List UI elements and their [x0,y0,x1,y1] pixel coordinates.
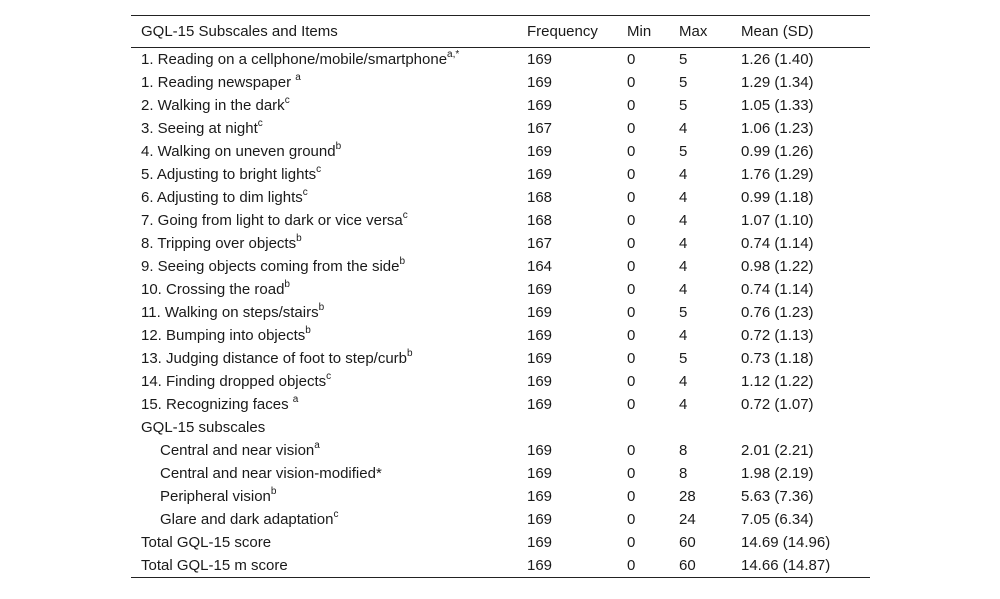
max-cell: 5 [679,304,688,321]
table-row [131,117,870,140]
table-row [131,554,870,578]
min-cell: 0 [627,327,636,344]
footnote-marker: a [295,72,301,83]
frequency-cell: 169 [527,488,553,505]
max-cell: 5 [679,97,688,114]
footnote-marker: a [314,440,320,451]
footnote-marker: b [284,279,290,290]
table-row [131,531,870,554]
frequency-cell: 167 [527,235,553,252]
row-label: 9. Seeing objects coming from the side [141,258,400,275]
row-label-cell [131,209,527,232]
row-label: 10. Crossing the road [141,281,285,298]
mean-sd-cell: 0.72 (1.13) [741,327,814,344]
min-cell: 0 [627,304,636,321]
row-label: 1. Reading on a cellphone/mobile/smartphone [141,51,448,68]
row-label: 15. Recognizing faces [141,396,293,413]
mean-sd-cell: 0.72 (1.07) [741,396,814,413]
footnote-marker: a,* [447,49,460,60]
mean-sd-cell: 1.06 (1.23) [741,120,814,137]
max-cell: 5 [679,74,688,91]
table-body [131,48,870,578]
table-row [131,508,870,531]
mean-sd-cell: 1.05 (1.33) [741,97,814,114]
min-cell: 0 [627,166,636,183]
frequency-cell: 169 [527,465,553,482]
row-label-cell [131,439,527,462]
max-cell: 4 [679,373,688,390]
min-cell: 0 [627,511,636,528]
footnote-marker: b [399,256,406,267]
mean-sd-cell: 0.98 (1.22) [741,258,814,275]
max-cell: 4 [679,166,688,183]
frequency-cell: 168 [527,212,553,229]
min-cell: 0 [627,74,636,91]
min-cell: 0 [627,554,679,578]
max-cell: 4 [679,189,688,206]
row-label-cell [131,278,527,301]
max-cell: 4 [679,120,688,137]
row-label-cell [131,370,527,393]
mean-sd-cell: 0.99 (1.18) [741,189,814,206]
row-label: 1. Reading newspaper [141,74,296,91]
row-label: 8. Tripping over objects [141,235,297,252]
row-label: Central and near vision-modified* [160,465,382,482]
footnote-marker: b [318,302,325,313]
max-cell: 4 [679,396,688,413]
table-row [131,232,870,255]
max-cell: 5 [679,143,688,160]
footnote-marker: c [316,164,322,175]
max-cell: 60 [679,554,741,578]
row-label-cell [131,393,527,416]
row-label-cell [131,531,527,554]
table-row [131,255,870,278]
footnote-marker: c [333,509,339,520]
frequency-cell: 164 [527,258,553,275]
header-mean-sd: Mean (SD) [741,16,870,48]
table-row [131,140,870,163]
mean-sd-cell: 0.74 (1.14) [741,281,814,298]
frequency-cell: 169 [527,554,627,578]
mean-sd-cell: 1.29 (1.34) [741,74,814,91]
row-label-cell [131,255,527,278]
min-cell: 0 [627,51,636,68]
row-label: 14. Finding dropped objects [141,373,327,390]
min-cell: 0 [627,189,636,206]
table-row [131,439,870,462]
row-label: Peripheral vision [160,488,271,505]
mean-sd-cell: 1.07 (1.10) [741,212,814,229]
row-label: 13. Judging distance of foot to step/curb [141,350,408,367]
frequency-cell: 169 [527,51,553,68]
row-label: Central and near vision [160,442,315,459]
row-label-cell [131,140,527,163]
row-label-cell [131,347,527,370]
table-row [131,48,870,72]
mean-sd-cell: 5.63 (7.36) [741,488,814,505]
table-row [131,94,870,117]
table-row [131,278,870,301]
table-row [131,416,870,439]
row-label-cell [131,163,527,186]
footnote-marker: b [335,141,342,152]
row-label-cell [131,485,527,508]
table-row [131,301,870,324]
table-row [131,163,870,186]
row-label-cell [131,94,527,117]
frequency-cell: 169 [527,373,553,390]
table-row [131,209,870,232]
header-subscales-items: GQL-15 Subscales and Items [131,16,527,48]
min-cell: 0 [627,442,636,459]
frequency-cell: 169 [527,74,553,91]
row-label-cell [131,301,527,324]
frequency-cell: 169 [527,281,553,298]
max-cell: 8 [679,442,688,459]
min-cell: 0 [627,97,636,114]
min-cell [627,416,679,439]
row-label: GQL-15 subscales [141,419,266,436]
table-row [131,186,870,209]
footnote-marker: b [296,233,302,244]
mean-sd-cell: 14.66 (14.87) [741,554,870,578]
frequency-cell: 169 [527,143,553,160]
min-cell: 0 [627,143,636,160]
mean-sd-cell: 1.98 (2.19) [741,465,814,482]
row-label: 11. Walking on steps/stairs [141,304,319,321]
mean-sd-cell: 0.99 (1.26) [741,143,814,160]
frequency-cell: 168 [527,189,553,206]
min-cell: 0 [627,281,636,298]
max-cell: 5 [679,51,688,68]
header-max: Max [679,16,741,48]
footnote-marker: c [284,95,290,106]
mean-sd-cell: 2.01 (2.21) [741,442,814,459]
table-row [131,370,870,393]
frequency-cell: 169 [527,304,553,321]
row-label: 2. Walking in the dark [141,97,285,114]
footnote-marker: c [302,187,308,198]
min-cell: 0 [627,120,636,137]
row-label-cell [131,71,527,94]
table-row [131,324,870,347]
header-row [131,16,870,48]
row-label: 12. Bumping into objects [141,327,306,344]
max-cell: 8 [679,465,688,482]
row-label: 7. Going from light to dark or vice versa [141,212,403,229]
mean-sd-cell: 1.26 (1.40) [741,51,814,68]
mean-sd-cell: 7.05 (6.34) [741,511,814,528]
min-cell: 0 [627,373,636,390]
max-cell: 5 [679,350,688,367]
frequency-cell: 169 [527,97,553,114]
gql15-table [131,15,870,578]
row-label-cell [131,554,527,578]
frequency-cell: 169 [527,534,553,551]
min-cell: 0 [627,488,636,505]
frequency-cell: 169 [527,511,553,528]
mean-sd-cell: 0.76 (1.23) [741,304,814,321]
max-cell: 28 [679,488,696,505]
frequency-cell: 169 [527,166,553,183]
min-cell: 0 [627,465,636,482]
footnote-marker: b [270,486,277,497]
row-label: Total GQL-15 m score [141,557,288,574]
table-row [131,462,870,485]
row-label-cell [131,48,527,72]
row-label: 3. Seeing at night [141,120,258,137]
max-cell: 4 [679,235,688,252]
mean-sd-cell: 14.69 (14.96) [741,534,831,551]
row-label-cell [131,416,527,439]
table-row [131,485,870,508]
row-label: Glare and dark adaptation [160,511,334,528]
max-cell: 4 [679,327,688,344]
min-cell: 0 [627,350,636,367]
mean-sd-cell: 0.74 (1.14) [741,235,814,252]
mean-sd-cell: 1.76 (1.29) [741,166,814,183]
min-cell: 0 [627,534,636,551]
row-label-cell [131,508,527,531]
row-label-cell [131,324,527,347]
frequency-cell: 169 [527,327,553,344]
max-cell [679,416,741,439]
footnote-marker: b [407,348,413,359]
min-cell: 0 [627,258,636,275]
row-label-cell [131,186,527,209]
row-label-cell [131,462,527,485]
footnote-marker: c [402,210,408,221]
frequency-cell: 169 [527,442,553,459]
max-cell: 60 [679,534,696,551]
mean-sd-cell [741,416,870,439]
min-cell: 0 [627,212,636,229]
mean-sd-cell: 0.73 (1.18) [741,350,814,367]
row-label: 5. Adjusting to bright lights [141,166,317,183]
table-row [131,393,870,416]
row-label: Total GQL-15 score [141,534,272,551]
frequency-cell: 169 [527,396,553,413]
footnote-marker: c [326,371,332,382]
row-label: 6. Adjusting to dim lights [141,189,303,206]
min-cell: 0 [627,235,636,252]
frequency-cell: 167 [527,120,553,137]
table-row [131,71,870,94]
row-label: 4. Walking on uneven ground [141,143,336,160]
max-cell: 24 [679,511,696,528]
footnote-marker: a [292,394,299,405]
row-label-cell [131,117,527,140]
row-label-cell [131,232,527,255]
min-cell: 0 [627,396,636,413]
mean-sd-cell: 1.12 (1.22) [741,373,814,390]
header-frequency: Frequency [527,16,627,48]
max-cell: 4 [679,212,688,229]
frequency-cell: 169 [527,350,553,367]
footnote-marker: c [257,118,263,129]
frequency-cell [527,416,627,439]
max-cell: 4 [679,281,688,298]
table-row [131,347,870,370]
max-cell: 4 [679,258,688,275]
header-min: Min [627,16,679,48]
footnote-marker: b [305,325,311,336]
